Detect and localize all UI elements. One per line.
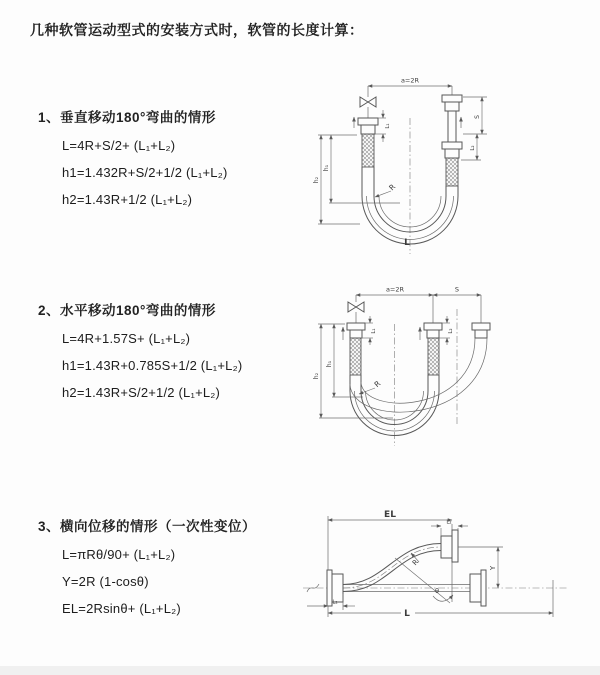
- flange-left: [327, 570, 332, 606]
- radius-label: R: [410, 558, 421, 568]
- dim-label-el: EL: [384, 510, 396, 520]
- dim-label-h1: h₁: [326, 360, 333, 368]
- dimension-lines: [313, 286, 481, 419]
- centerlines: [368, 86, 452, 254]
- dim-label-h1: h₁: [323, 164, 330, 172]
- formula-h2: h2=1.43R+S/2+1/2 (L₁+L₂): [62, 385, 221, 400]
- flange-right-top: [442, 95, 462, 102]
- braid-middle: [428, 338, 439, 375]
- hub-left: [350, 330, 362, 338]
- hose-drawing: [354, 95, 462, 244]
- section-1-heading: 1、垂直移动180°弯曲的情形: [38, 110, 216, 125]
- hub-left: [361, 125, 375, 134]
- dim-label-y: Y: [489, 565, 497, 571]
- dimension-lines: [307, 510, 553, 619]
- flange-left: [347, 323, 365, 330]
- diagram-horizontal-180-bend: [303, 276, 593, 466]
- angle-arc: [433, 595, 453, 601]
- diagram-lateral-displacement: [295, 500, 600, 645]
- formula-length: L=4R+S/2+ (L₁+L₂): [62, 138, 176, 153]
- dim-label-s: S: [474, 115, 481, 119]
- section-lateral-displacement: [38, 515, 313, 616]
- radius-label: R: [387, 182, 398, 193]
- flange-left: [358, 118, 378, 125]
- braid-right: [446, 158, 458, 186]
- dim-label-l1: L₁: [332, 599, 338, 606]
- braid-left: [362, 134, 374, 167]
- flange-right: [472, 323, 490, 330]
- length-label: L: [404, 609, 410, 619]
- dim-label-s: S: [454, 285, 460, 294]
- diagram-vertical-180-bend: [303, 64, 593, 264]
- hub-right-displaced: [441, 536, 452, 558]
- dim-label-l2: L₂: [470, 145, 476, 151]
- formula-length: L=πRθ/90+ (L₁+L₂): [62, 547, 176, 562]
- hub-left: [332, 574, 343, 602]
- section-vertical-movement: [38, 106, 313, 207]
- flange-right-original: [481, 570, 486, 606]
- formula-y: Y=2R (1-cosθ): [62, 574, 149, 589]
- angle-label: θ: [435, 587, 439, 595]
- hose-drawing: [327, 530, 486, 606]
- dim-label-l1: L₁: [371, 328, 377, 334]
- section-2-heading: 2、水平移动180°弯曲的情形: [38, 303, 216, 318]
- dim-label-a2r: a=2R: [400, 76, 420, 85]
- hose-drawing: [343, 302, 490, 436]
- formula-h1: h1=1.43R+0.785S+1/2 (L₁+L₂): [62, 358, 243, 373]
- dim-label-l1: L₁: [385, 123, 391, 129]
- hub-right-top: [445, 102, 459, 111]
- hub-right: [475, 330, 487, 338]
- dim-label-a2r: a=2R: [385, 285, 405, 294]
- formula-h2: h2=1.43R+1/2 (L₁+L₂): [62, 192, 193, 207]
- valve-icon: [360, 97, 376, 107]
- hub-right-original: [470, 574, 481, 602]
- formula-h1: h1=1.432R+S/2+1/2 (L₁+L₂): [62, 165, 228, 180]
- flange-middle: [424, 323, 442, 330]
- dim-label-h2: h₂: [313, 176, 320, 184]
- section-horizontal-movement: [38, 299, 313, 400]
- formula-el: EL=2Rsinθ+ (L₁+L₂): [62, 601, 181, 616]
- flange-right-displaced: [452, 530, 458, 562]
- page-title: 几种软管运动型式的安装方式时，软管的长度计算：: [30, 22, 364, 38]
- dim-label-h2: h₂: [313, 372, 320, 380]
- scan-edge: [0, 666, 600, 675]
- hub-middle: [427, 330, 439, 338]
- braid-left: [350, 338, 361, 375]
- section-3-heading: 3、横向位移的情形（一次性变位）: [38, 519, 257, 534]
- hub-right-lower: [445, 149, 459, 158]
- radius-label: R: [372, 378, 383, 390]
- flange-right-lower: [442, 142, 462, 149]
- dim-label-l2: L₂: [446, 519, 452, 526]
- dim-label-l2: L₂: [448, 328, 454, 334]
- formula-length: L=4R+1.57S+ (L₁+L₂): [62, 331, 191, 346]
- valve-icon: [348, 302, 364, 312]
- length-label: L: [404, 238, 410, 248]
